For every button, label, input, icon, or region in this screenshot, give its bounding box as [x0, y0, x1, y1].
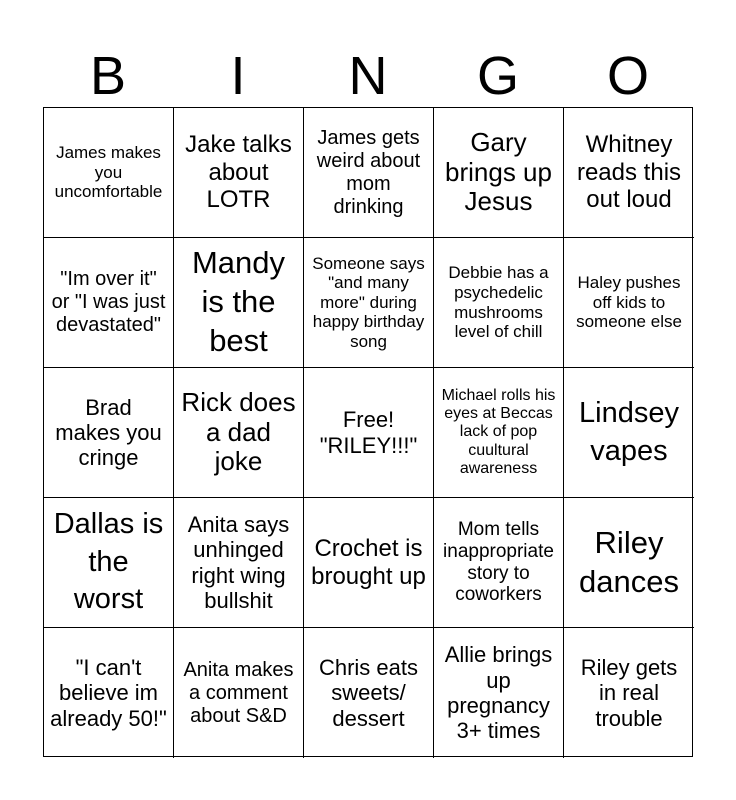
bingo-cell[interactable]: James makes you uncomfortable	[44, 108, 174, 238]
bingo-cell[interactable]: Gary brings up Jesus	[434, 108, 564, 238]
bingo-cell[interactable]: Riley gets in real trouble	[580, 655, 678, 731]
bingo-card-grid	[43, 107, 693, 757]
bingo-cell[interactable]: Anita says unhinged right wing bullshit	[174, 498, 304, 628]
header-letter-g: G	[476, 46, 519, 106]
bingo-cell[interactable]: Haley pushes off kids to someone else	[564, 238, 694, 368]
bingo-cell[interactable]: "I can't believe im already 50!"	[44, 628, 174, 758]
bingo-cell[interactable]: Mom tells inappropriate story to coworkers	[434, 498, 564, 628]
bingo-cell[interactable]: Dallas is the worst	[44, 498, 174, 628]
header-letter-i: I	[230, 46, 246, 106]
bingo-cell[interactable]: Whitney reads this out loud	[564, 108, 694, 238]
bingo-cell[interactable]: Michael rolls his eyes at Beccas lack of pop cuultural awareness	[434, 368, 564, 498]
header-letter-o: O	[606, 46, 649, 106]
bingo-cell[interactable]: Someone says "and many more" during happy birthday song	[304, 238, 434, 368]
bingo-header	[43, 44, 693, 108]
header-letter-b: B	[89, 46, 127, 106]
bingo-cell[interactable]: "Im over it" or "I was just devastated"	[44, 238, 174, 368]
bingo-cell[interactable]: Jake talks about LOTR	[174, 108, 304, 238]
bingo-cell[interactable]: Riley dances	[564, 498, 694, 628]
bingo-cell[interactable]: Mandy is the best	[174, 238, 304, 368]
bingo-cell[interactable]: Debbie has a psychedelic mushrooms level of chill	[434, 238, 564, 368]
bingo-cell[interactable]: James gets weird about mom drinking	[304, 108, 434, 238]
bingo-cell[interactable]: Anita makes a comment about S&D	[174, 628, 304, 758]
bingo-cell[interactable]: Brad makes you cringe	[44, 368, 174, 498]
free-space-cell[interactable]: Free! "RILEY!!!"	[304, 368, 434, 498]
bingo-cell[interactable]: Allie brings up pregnancy 3+ times	[434, 628, 564, 758]
header-letter-n: N	[348, 46, 388, 106]
bingo-cell[interactable]: Rick does a dad joke	[174, 368, 304, 498]
bingo-cell[interactable]: Lindsey vapes	[564, 368, 694, 498]
bingo-cell[interactable]: Chris eats sweets/ dessert	[304, 628, 434, 758]
bingo-cell[interactable]: Crochet is brought up	[304, 498, 434, 628]
